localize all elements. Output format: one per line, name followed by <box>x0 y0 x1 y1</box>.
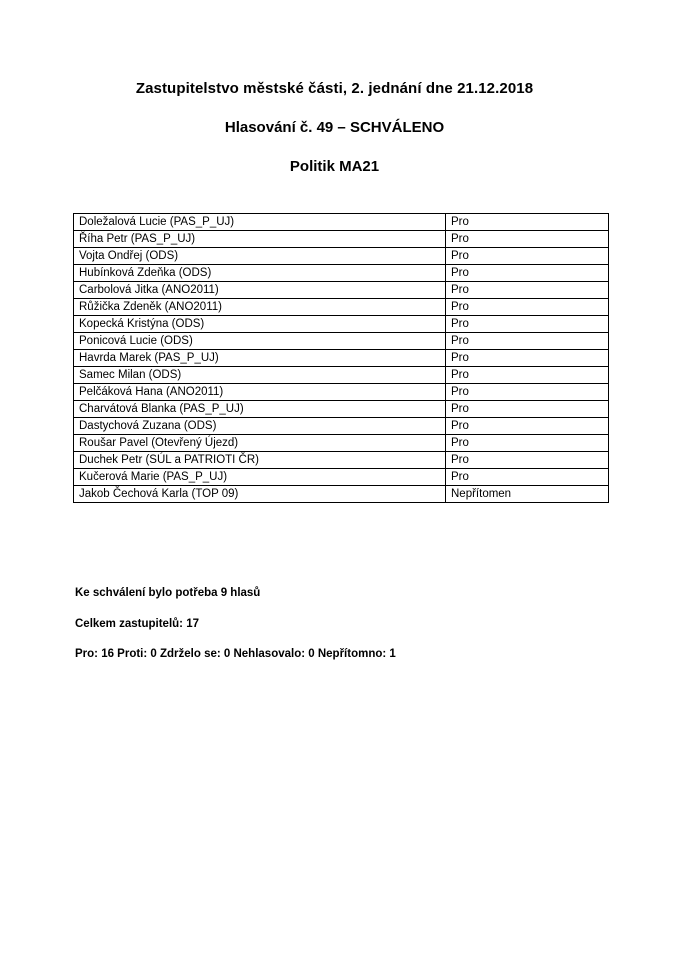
vote-result-cell: Pro <box>446 401 609 418</box>
vote-result-cell: Pro <box>446 469 609 486</box>
table-row <box>74 401 609 418</box>
table-row <box>74 435 609 452</box>
vote-result-cell: Nepřítomen <box>446 486 609 503</box>
voter-name-cell: Ponicová Lucie (ODS) <box>74 333 446 350</box>
voter-name-cell: Carbolová Jitka (ANO2011) <box>74 282 446 299</box>
table-row <box>74 452 609 469</box>
voter-name-cell: Roušar Pavel (Otevřený Újezd) <box>74 435 446 452</box>
vote-topic-heading: Politik MA21 <box>289 158 380 175</box>
table-row <box>74 231 609 248</box>
table-row <box>74 214 609 231</box>
vote-result-cell: Pro <box>446 231 609 248</box>
voter-name-cell: Dastychová Zuzana (ODS) <box>74 418 446 435</box>
vote-result-cell: Pro <box>446 214 609 231</box>
summary-total-members: Celkem zastupitelů: 17 <box>75 618 199 630</box>
votes-table <box>73 213 609 503</box>
voter-name-cell: Pelčáková Hana (ANO2011) <box>74 384 446 401</box>
votes-table-body <box>74 214 609 503</box>
table-row <box>74 316 609 333</box>
vote-result-cell: Pro <box>446 316 609 333</box>
table-row <box>74 350 609 367</box>
voter-name-cell: Vojta Ondřej (ODS) <box>74 248 446 265</box>
voter-name-cell: Duchek Petr (SÚL a PATRIOTI ČR) <box>74 452 446 469</box>
voter-name-cell: Samec Milan (ODS) <box>74 367 446 384</box>
vote-result-cell: Pro <box>446 299 609 316</box>
voter-name-cell: Doležalová Lucie (PAS_P_UJ) <box>74 214 446 231</box>
vote-result-cell: Pro <box>446 384 609 401</box>
table-row <box>74 486 609 503</box>
vote-result-cell: Pro <box>446 333 609 350</box>
table-row <box>74 299 609 316</box>
voter-name-cell: Říha Petr (PAS_P_UJ) <box>74 231 446 248</box>
table-row <box>74 265 609 282</box>
vote-result-cell: Pro <box>446 367 609 384</box>
document-title: Zastupitelstvo městské části, 2. jednání dne 21.12.2018 <box>135 80 534 97</box>
voter-name-cell: Havrda Marek (PAS_P_UJ) <box>74 350 446 367</box>
table-row <box>74 333 609 350</box>
vote-result-cell: Pro <box>446 350 609 367</box>
table-row <box>74 418 609 435</box>
summary-required-votes: Ke schválení bylo potřeba 9 hlasů <box>75 587 261 599</box>
voter-name-cell: Kopecká Kristýna (ODS) <box>74 316 446 333</box>
vote-result-cell: Pro <box>446 452 609 469</box>
voter-name-cell: Charvátová Blanka (PAS_P_UJ) <box>74 401 446 418</box>
table-row <box>74 367 609 384</box>
vote-result-cell: Pro <box>446 265 609 282</box>
vote-number-heading: Hlasování č. 49 – SCHVÁLENO <box>224 119 445 136</box>
voter-name-cell: Jakob Čechová Karla (TOP 09) <box>74 486 446 503</box>
table-row <box>74 469 609 486</box>
voter-name-cell: Hubínková Zdeňka (ODS) <box>74 265 446 282</box>
voter-name-cell: Růžička Zdeněk (ANO2011) <box>74 299 446 316</box>
table-row <box>74 248 609 265</box>
vote-result-cell: Pro <box>446 418 609 435</box>
table-row <box>74 384 609 401</box>
summary-vote-results: Pro: 16 Proti: 0 Zdrželo se: 0 Nehlasovalo: 0 Nepřítomno: 1 <box>75 648 396 660</box>
table-row <box>74 282 609 299</box>
vote-result-cell: Pro <box>446 282 609 299</box>
vote-result-cell: Pro <box>446 435 609 452</box>
voter-name-cell: Kučerová Marie (PAS_P_UJ) <box>74 469 446 486</box>
vote-result-cell: Pro <box>446 248 609 265</box>
